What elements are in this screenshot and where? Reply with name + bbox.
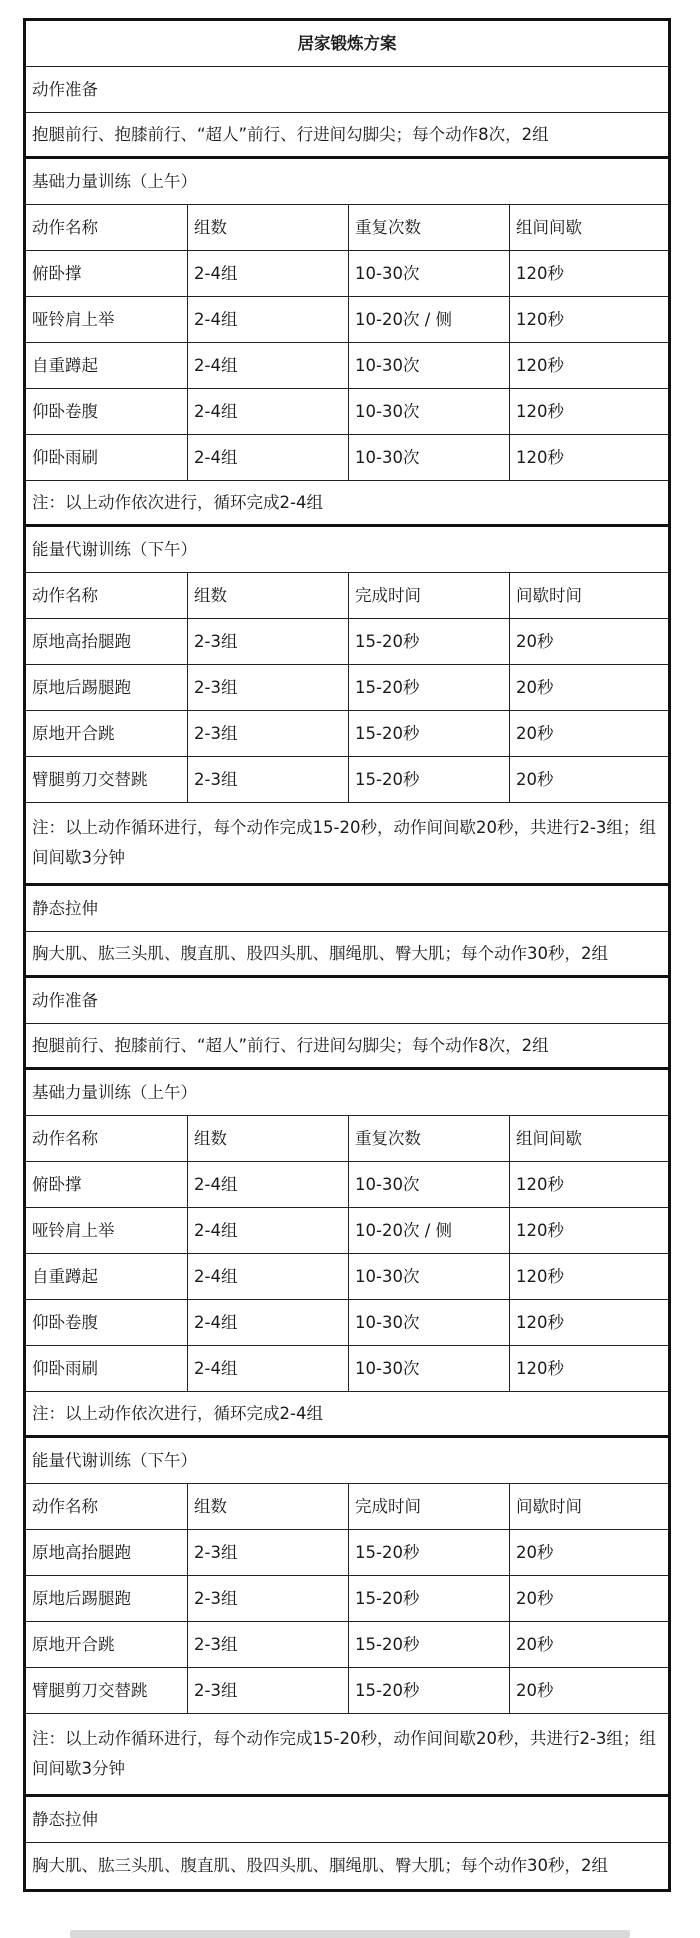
table-cell: 仰卧雨刷 <box>32 1358 98 1378</box>
table-cell: 20秒 <box>509 1622 668 1667</box>
table-cell: 2-3组 <box>187 757 348 802</box>
column-header: 动作名称 <box>32 1128 98 1148</box>
table-cell: 2-3组 <box>187 711 348 756</box>
column-header: 完成时间 <box>348 1484 509 1529</box>
stretch-content: 胸大肌、肱三头肌、腹直肌、股四头肌、腘绳肌、臀大肌；每个动作30秒，2组 <box>32 1856 608 1875</box>
column-header: 组数 <box>187 573 348 618</box>
table-cell: 原地开合跳 <box>32 1634 115 1654</box>
table-row <box>26 757 668 803</box>
warmup-content: 抱腿前行、抱膝前行、“超人”前行、行进间勾脚尖；每个动作8次，2组 <box>32 124 549 144</box>
table-cell: 15-20秒 <box>348 1622 509 1667</box>
scroll-indicator <box>70 1930 630 1938</box>
table-cell: 原地高抬腿跑 <box>32 631 131 651</box>
strength-header-row <box>26 205 668 251</box>
table-cell: 2-3组 <box>187 619 348 664</box>
table-cell: 20秒 <box>509 619 668 664</box>
table-cell: 15-20秒 <box>348 757 509 802</box>
table-row <box>26 1254 668 1300</box>
strength-heading: 基础力量训练（上午） <box>32 1082 197 1102</box>
table-cell: 2-4组 <box>187 1300 348 1345</box>
table-cell: 2-4组 <box>187 1346 348 1391</box>
strength-note-row <box>26 481 668 527</box>
table-cell: 10-20次 / 侧 <box>348 297 509 342</box>
column-header: 组间间歇 <box>509 1116 668 1161</box>
table-row <box>26 665 668 711</box>
cardio-note: 注：以上动作循环进行，每个动作完成15-20秒，动作间间歇20秒，共进行2-3组；组间间歇3分钟 <box>32 1729 656 1778</box>
table-row <box>26 1346 668 1392</box>
cardio-note-row <box>26 1714 668 1797</box>
column-header: 动作名称 <box>32 585 98 605</box>
table-row <box>26 1530 668 1576</box>
cardio-heading-row <box>26 527 668 573</box>
table-cell: 10-30次 <box>348 389 509 434</box>
table-cell: 原地后踢腿跑 <box>32 677 131 697</box>
column-header: 完成时间 <box>348 573 509 618</box>
table-cell: 120秒 <box>509 343 668 388</box>
strength-header-row <box>26 1116 668 1162</box>
table-cell: 10-30次 <box>348 251 509 296</box>
table-row <box>26 297 668 343</box>
table-cell: 臂腿剪刀交替跳 <box>32 769 148 789</box>
stretch-content-row <box>26 932 668 978</box>
strength-note: 注：以上动作依次进行，循环完成2-4组 <box>32 492 323 512</box>
table-cell: 15-20秒 <box>348 1530 509 1575</box>
table-cell: 15-20秒 <box>348 1668 509 1713</box>
table-cell: 原地高抬腿跑 <box>32 1542 131 1562</box>
stretch-heading: 静态拉伸 <box>32 898 98 918</box>
table-cell: 2-4组 <box>187 343 348 388</box>
stretch-heading: 静态拉伸 <box>32 1809 98 1829</box>
table-cell: 15-20秒 <box>348 665 509 710</box>
column-header: 动作名称 <box>32 1496 98 1516</box>
table-cell: 10-30次 <box>348 435 509 480</box>
table-cell: 俯卧撑 <box>32 263 82 283</box>
table-cell: 自重蹲起 <box>32 355 98 375</box>
table-cell: 自重蹲起 <box>32 1266 98 1286</box>
table-cell: 10-30次 <box>348 1300 509 1345</box>
table-cell: 2-4组 <box>187 297 348 342</box>
table-row <box>26 251 668 297</box>
table-cell: 10-30次 <box>348 1162 509 1207</box>
table-cell: 臂腿剪刀交替跳 <box>32 1680 148 1700</box>
table-cell: 120秒 <box>509 1254 668 1299</box>
title-row <box>26 21 668 67</box>
table-cell: 10-30次 <box>348 343 509 388</box>
warmup-heading-row <box>26 978 668 1024</box>
table-cell: 原地后踢腿跑 <box>32 1588 131 1608</box>
warmup-content-row <box>26 113 668 159</box>
column-header: 组数 <box>187 205 348 250</box>
table-cell: 120秒 <box>509 251 668 296</box>
table-cell: 120秒 <box>509 1300 668 1345</box>
table-cell: 15-20秒 <box>348 1576 509 1621</box>
table-row <box>26 1576 668 1622</box>
table-row <box>26 619 668 665</box>
cardio-heading-row <box>26 1438 668 1484</box>
table-cell: 2-4组 <box>187 1162 348 1207</box>
table-cell: 2-3组 <box>187 1622 348 1667</box>
strength-heading-row <box>26 159 668 205</box>
column-header: 组数 <box>187 1484 348 1529</box>
cardio-header-row <box>26 1484 668 1530</box>
column-header: 间歇时间 <box>509 1484 668 1529</box>
cardio-note-row <box>26 803 668 886</box>
table-row <box>26 1622 668 1668</box>
table-cell: 20秒 <box>509 1668 668 1713</box>
table-cell: 2-4组 <box>187 1208 348 1253</box>
strength-note-row <box>26 1392 668 1438</box>
table-cell: 2-3组 <box>187 1576 348 1621</box>
column-header: 动作名称 <box>32 217 98 237</box>
table-cell: 哑铃肩上举 <box>32 1220 115 1240</box>
cardio-heading: 能量代谢训练（下午） <box>32 1450 197 1470</box>
column-header: 组间间歇 <box>509 205 668 250</box>
table-cell: 120秒 <box>509 1208 668 1253</box>
table-cell: 15-20秒 <box>348 711 509 756</box>
table-cell: 2-3组 <box>187 1668 348 1713</box>
table-cell: 2-4组 <box>187 435 348 480</box>
exercise-plan-table <box>23 18 671 1892</box>
table-cell: 2-4组 <box>187 389 348 434</box>
table-row <box>26 1208 668 1254</box>
table-cell: 20秒 <box>509 665 668 710</box>
table-row <box>26 343 668 389</box>
table-cell: 120秒 <box>509 297 668 342</box>
stretch-heading-row <box>26 1797 668 1843</box>
warmup-content-row <box>26 1024 668 1070</box>
table-cell: 10-30次 <box>348 1254 509 1299</box>
table-cell: 仰卧雨刷 <box>32 447 98 467</box>
table-cell: 哑铃肩上举 <box>32 309 115 329</box>
column-header: 间歇时间 <box>509 573 668 618</box>
table-cell: 120秒 <box>509 1162 668 1207</box>
table-cell: 120秒 <box>509 1346 668 1391</box>
table-cell: 原地开合跳 <box>32 723 115 743</box>
column-header: 重复次数 <box>348 205 509 250</box>
warmup-content: 抱腿前行、抱膝前行、“超人”前行、行进间勾脚尖；每个动作8次，2组 <box>32 1035 549 1055</box>
table-cell: 20秒 <box>509 757 668 802</box>
table-cell: 120秒 <box>509 435 668 480</box>
strength-note: 注：以上动作依次进行，循环完成2-4组 <box>32 1403 323 1423</box>
table-cell: 120秒 <box>509 389 668 434</box>
cardio-heading: 能量代谢训练（下午） <box>32 539 197 559</box>
table-row <box>26 435 668 481</box>
warmup-heading: 动作准备 <box>32 990 98 1010</box>
column-header: 组数 <box>187 1116 348 1161</box>
table-cell: 2-4组 <box>187 1254 348 1299</box>
cardio-header-row <box>26 573 668 619</box>
table-cell: 20秒 <box>509 711 668 756</box>
table-cell: 俯卧撑 <box>32 1174 82 1194</box>
cardio-note: 注：以上动作循环进行，每个动作完成15-20秒，动作间间歇20秒，共进行2-3组；组间间歇3分钟 <box>32 818 656 867</box>
table-row <box>26 1162 668 1208</box>
table-row <box>26 711 668 757</box>
stretch-heading-row <box>26 886 668 932</box>
table-row <box>26 389 668 435</box>
table-cell: 仰卧卷腹 <box>32 1312 98 1332</box>
table-cell: 15-20秒 <box>348 619 509 664</box>
table-row <box>26 1668 668 1714</box>
table-cell: 20秒 <box>509 1530 668 1575</box>
stretch-content: 胸大肌、肱三头肌、腹直肌、股四头肌、腘绳肌、臀大肌；每个动作30秒，2组 <box>32 943 608 963</box>
table-cell: 2-3组 <box>187 1530 348 1575</box>
table-cell: 20秒 <box>509 1576 668 1621</box>
table-cell: 2-4组 <box>187 251 348 296</box>
table-row <box>26 1300 668 1346</box>
table-cell: 仰卧卷腹 <box>32 401 98 421</box>
table-cell: 10-30次 <box>348 1346 509 1391</box>
warmup-heading-row <box>26 67 668 113</box>
page-title: 居家锻炼方案 <box>297 33 397 53</box>
strength-heading: 基础力量训练（上午） <box>32 171 197 191</box>
column-header: 重复次数 <box>348 1116 509 1161</box>
warmup-heading: 动作准备 <box>32 79 98 99</box>
table-cell: 10-20次 / 侧 <box>348 1208 509 1253</box>
strength-heading-row <box>26 1070 668 1116</box>
table-cell: 2-3组 <box>187 665 348 710</box>
stretch-content-row <box>26 1843 668 1889</box>
